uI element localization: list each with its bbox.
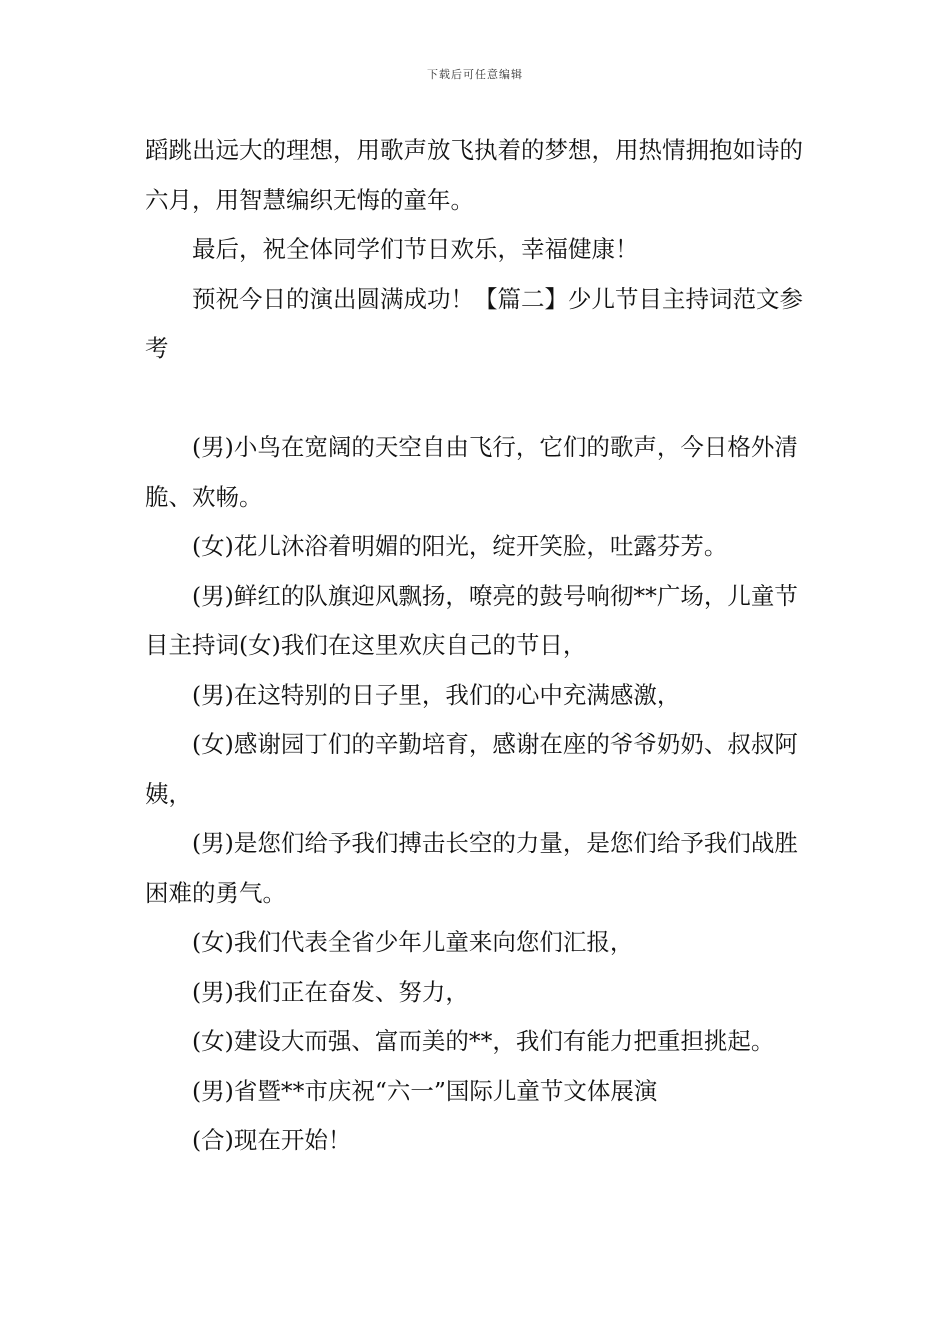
page-header: 下载后可任意编辑: [427, 68, 523, 81]
paragraph: (合)现在开始！: [192, 1126, 352, 1154]
paragraph: (女)感谢园丁们的辛勤培育，感谢在座的爷爷奶奶、叔叔阿姨，: [145, 730, 798, 808]
paragraph: (男)鲜红的队旗迎风飘扬，嘹亮的鼓号响彻**广场，儿童节目主持词(女)我们在这里欢庆自己的节日，: [145, 581, 798, 659]
paragraph: 最后，祝全体同学们节日欢乐，幸福健康！: [192, 235, 639, 263]
paragraph: (男)在这特别的日子里，我们的心中充满感激，: [192, 680, 681, 709]
paragraph: (男)小鸟在宽阔的天空自由飞行，它们的歌声，今日格外清脆、欢畅。: [145, 433, 798, 511]
paragraph: 蹈跳出远大的理想，用歌声放飞执着的梦想，用热情拥抱如诗的六月，用智慧编织无悔的童年。: [145, 136, 803, 214]
paragraph: (男)我们正在奋发、努力，: [192, 977, 469, 1006]
blank-line: [145, 374, 810, 424]
paragraph: (女)花儿沐浴着明媚的阳光，绽开笑脸，吐露芬芳。: [192, 532, 728, 560]
paragraph: (男)省暨**市庆祝“六一”国际儿童节文体展演: [192, 1076, 658, 1105]
paragraph: 预祝今日的演出圆满成功！【篇二】少儿节目主持词范文参考: [145, 284, 803, 362]
document-body: [145, 126, 810, 1166]
paragraph: (女)我们代表全省少年儿童来向您们汇报，: [192, 928, 634, 956]
paragraph: (男)是您们给予我们搏击长空的力量，是您们给予我们战胜困难的勇气。: [145, 829, 798, 907]
paragraph: (女)建设大而强、富而美的**，我们有能力把重担挑起。: [192, 1027, 775, 1055]
